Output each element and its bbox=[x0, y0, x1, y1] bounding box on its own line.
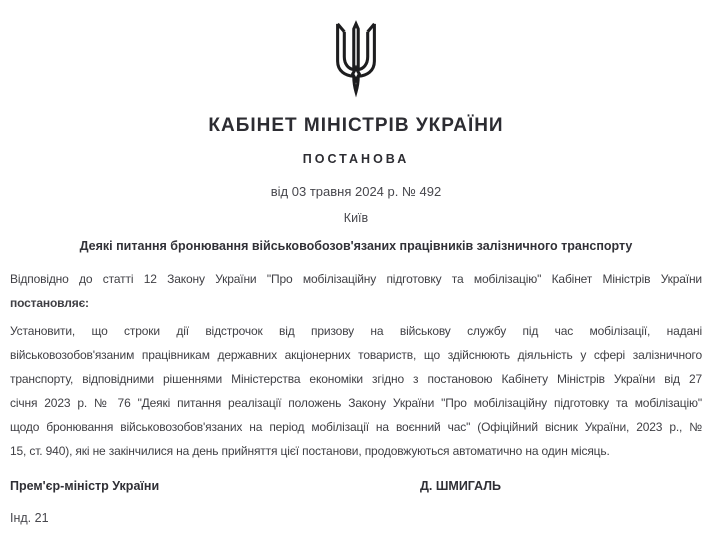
main-paragraph bbox=[10, 319, 702, 463]
document-type: ПОСТАНОВА bbox=[302, 152, 410, 166]
preamble-paragraph bbox=[10, 267, 702, 315]
city-line: Київ bbox=[343, 211, 369, 225]
body-line: щодо бронювання військовозобов'язаних на період мобілізації на воєнний час" (Офіційний вісник України, 2023 р., № bbox=[10, 420, 702, 434]
resolves-line: постановляє: bbox=[10, 296, 89, 310]
signer-name: Д. ШМИГАЛЬ bbox=[420, 479, 502, 493]
document-title: Деякі питання бронювання військовобозов'язаних працівників залізничного транспорту bbox=[79, 239, 633, 253]
signature-row bbox=[10, 479, 702, 493]
date-number-line: від 03 травня 2024 р. № 492 bbox=[270, 184, 442, 199]
body-line: Установити, що строки дії відстрочок від призову на військову службу під час мобілізації, надані bbox=[10, 324, 702, 338]
body-line: військовозобов'язаним працівникам державних акціонерних товариств, що здійснюють діяльність у сфері залізничного bbox=[10, 348, 702, 362]
body-line: січня 2023 р. № 76 "Деякі питання реалізації положень Закону України "Про мобілізаційну підготовку та мобілізацію" bbox=[10, 396, 702, 410]
issuing-authority: КАБІНЕТ МІНІСТРІВ УКРАЇНИ bbox=[208, 115, 504, 136]
body-line: 15, ст. 940), які не закінчилися на день прийняття цієї постанови, продовжуються автоматично на один місяць. bbox=[10, 444, 610, 458]
body-line: транспорту, відповідними рішеннями Міністерства економіки згідно з постановою Кабінету Міністрів України від 27 bbox=[10, 372, 702, 386]
emblem-area bbox=[10, 0, 702, 98]
preamble-line: Відповідно до статті 12 Закону України "Про мобілізаційну підготовку та мобілізацію" Кабінет Міністрів України bbox=[10, 272, 702, 286]
index-number: Інд. 21 bbox=[10, 511, 49, 525]
ukraine-trident-icon bbox=[328, 20, 384, 98]
signer-title: Прем'єр-міністр України bbox=[10, 479, 160, 493]
